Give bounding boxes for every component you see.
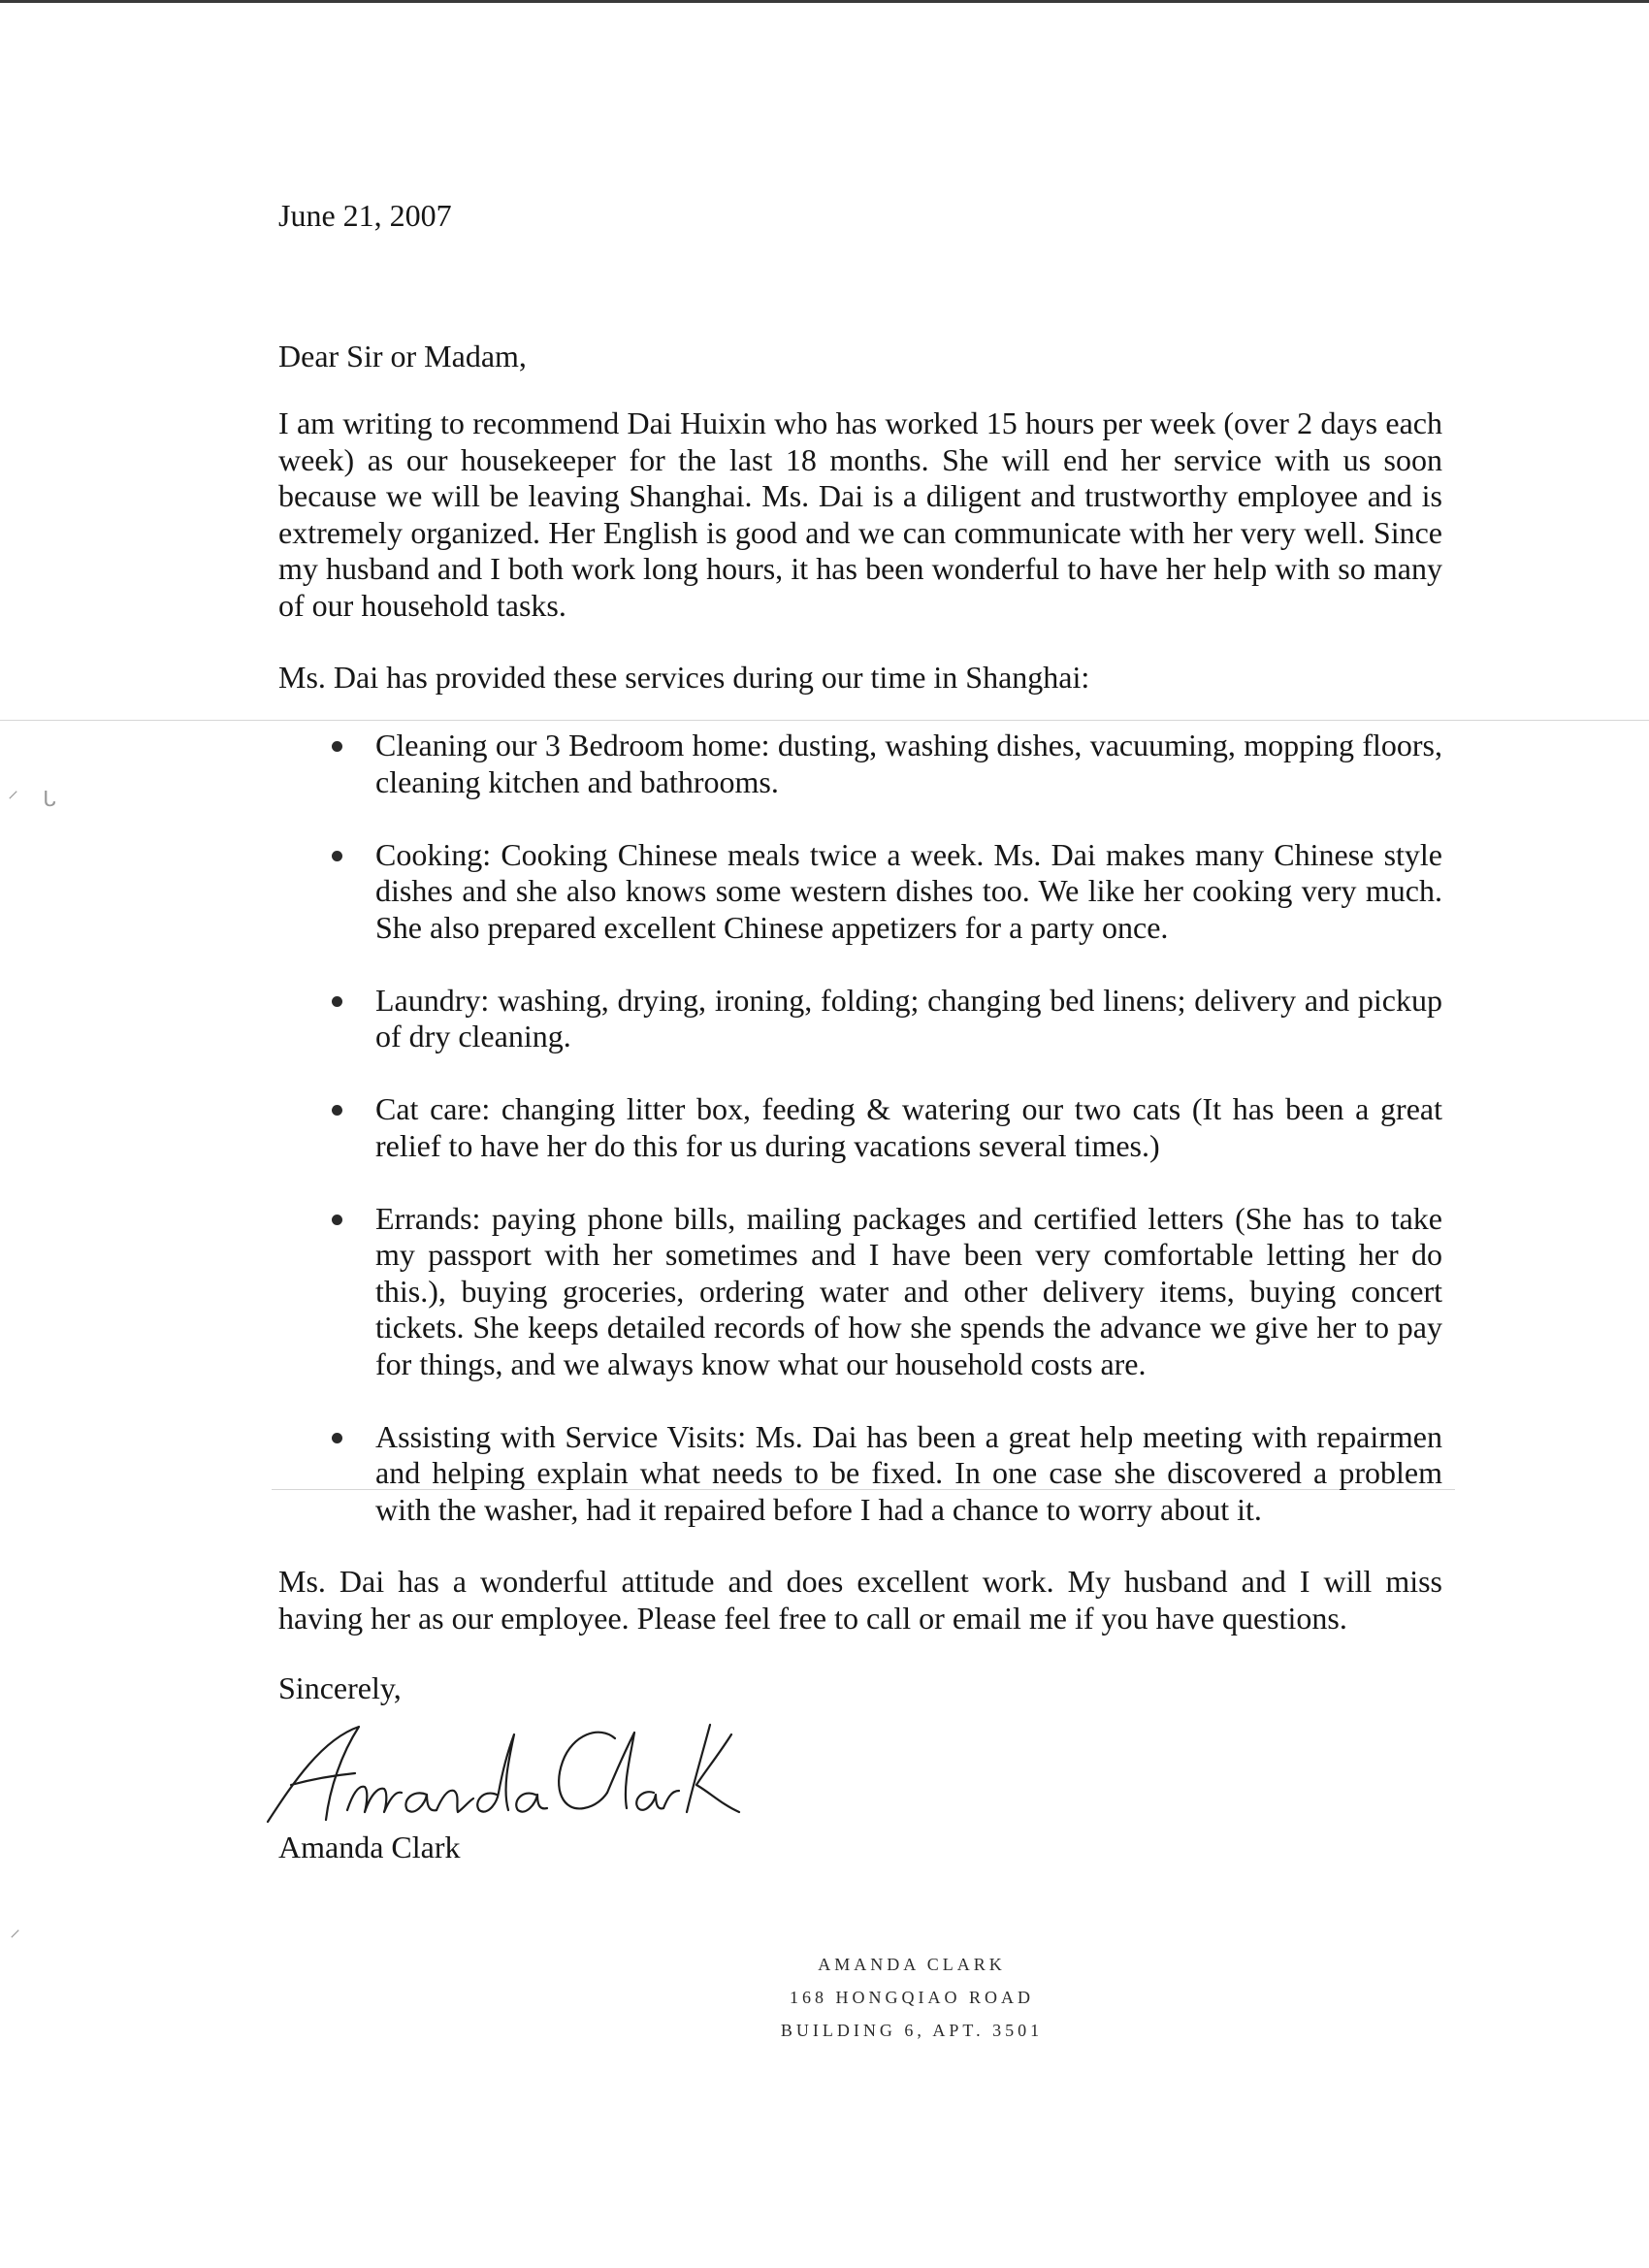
- service-item-laundry: [278, 983, 1442, 1055]
- letterhead-name: AMANDA CLARK: [818, 1955, 1006, 1974]
- salutation: Dear Sir or Madam,: [278, 339, 527, 373]
- bullet-icon: [332, 851, 342, 861]
- service-text: Assisting with Service Visits: Ms. Dai has been a great help meeting with repairmen and helping explain what needs to be fixed. In one case she discovered a problem with the washer, had it repaired before I had a chance to worry about it.: [375, 1418, 1442, 1527]
- service-text: Cleaning our 3 Bedroom home: dusting, washing dishes, vacuuming, mopping floors, cleaning kitchen and bathrooms.: [375, 728, 1442, 799]
- scan-speck: ⸍: [10, 1927, 21, 1951]
- signer-name: Amanda Clark: [278, 1830, 461, 1864]
- service-item-cooking: [278, 837, 1442, 947]
- services-intro: Ms. Dai has provided these services during our time in Shanghai:: [278, 660, 1090, 695]
- services-list: [278, 728, 1442, 1565]
- service-item-cleaning: [278, 728, 1442, 800]
- scan-speck: ⸍: [8, 788, 19, 812]
- scan-speck: ᒐ: [43, 788, 56, 812]
- bullet-icon: [332, 1105, 342, 1116]
- service-text: Cat care: changing litter box, feeding & watering our two cats (It has been a great relief to have her do this for us during vacations several times.): [375, 1091, 1442, 1163]
- letterhead-address-line-2: BUILDING 6, APT. 3501: [780, 2021, 1044, 2040]
- service-text: Laundry: washing, drying, ironing, folding; changing bed linens; delivery and pickup of dry cleaning.: [375, 982, 1442, 1053]
- scan-artifact-line: [0, 720, 1649, 721]
- scan-edge: [0, 0, 1649, 3]
- service-text: Errands: paying phone bills, mailing packages and certified letters (She has to take my passport with her sometimes and I have been very comfortable letting her do this.), buying groceries, ordering water and other delivery items, buying concert tickets. She keeps detailed records of how she spends the advance we give her to pay for things, and we always know what our household costs are.: [375, 1200, 1442, 1381]
- bullet-icon: [332, 1433, 342, 1443]
- service-item-cat-care: [278, 1091, 1442, 1164]
- service-item-service-visits: [278, 1419, 1442, 1529]
- bullet-icon: [332, 741, 342, 752]
- bullet-icon: [332, 996, 342, 1007]
- letterhead-address: [660, 1948, 1164, 2047]
- letterhead-address-line-1: 168 HONGQIAO ROAD: [790, 1988, 1034, 2007]
- service-item-errands: [278, 1201, 1442, 1383]
- bullet-icon: [332, 1215, 342, 1225]
- service-text: Cooking: Cooking Chinese meals twice a week. Ms. Dai makes many Chinese style dishes and she also knows some western dishes too. We like her cooking very much. She also prepared excellent Chinese appetizers for a party once.: [375, 836, 1442, 945]
- closing-paragraph: Ms. Dai has a wonderful attitude and does excellent work. My husband and I will miss having her as our employee. Please feel free to call or email me if you have questions.: [278, 1564, 1442, 1636]
- intro-paragraph: I am writing to recommend Dai Huixin who has worked 15 hours per week (over 2 days each week) as our housekeeper for the last 18 months. She will end her service with us soon because we will be leaving Shanghai. Ms. Dai is a diligent and trustworthy employee and is extremely organized. Her English is good and we can communicate with her very well. Since my husband and I both work long hours, it has been wonderful to have her help with so many of our household tasks.: [278, 405, 1442, 623]
- sign-off: Sincerely,: [278, 1670, 402, 1705]
- handwritten-signature: [254, 1715, 759, 1831]
- letter-date: June 21, 2007: [278, 198, 452, 233]
